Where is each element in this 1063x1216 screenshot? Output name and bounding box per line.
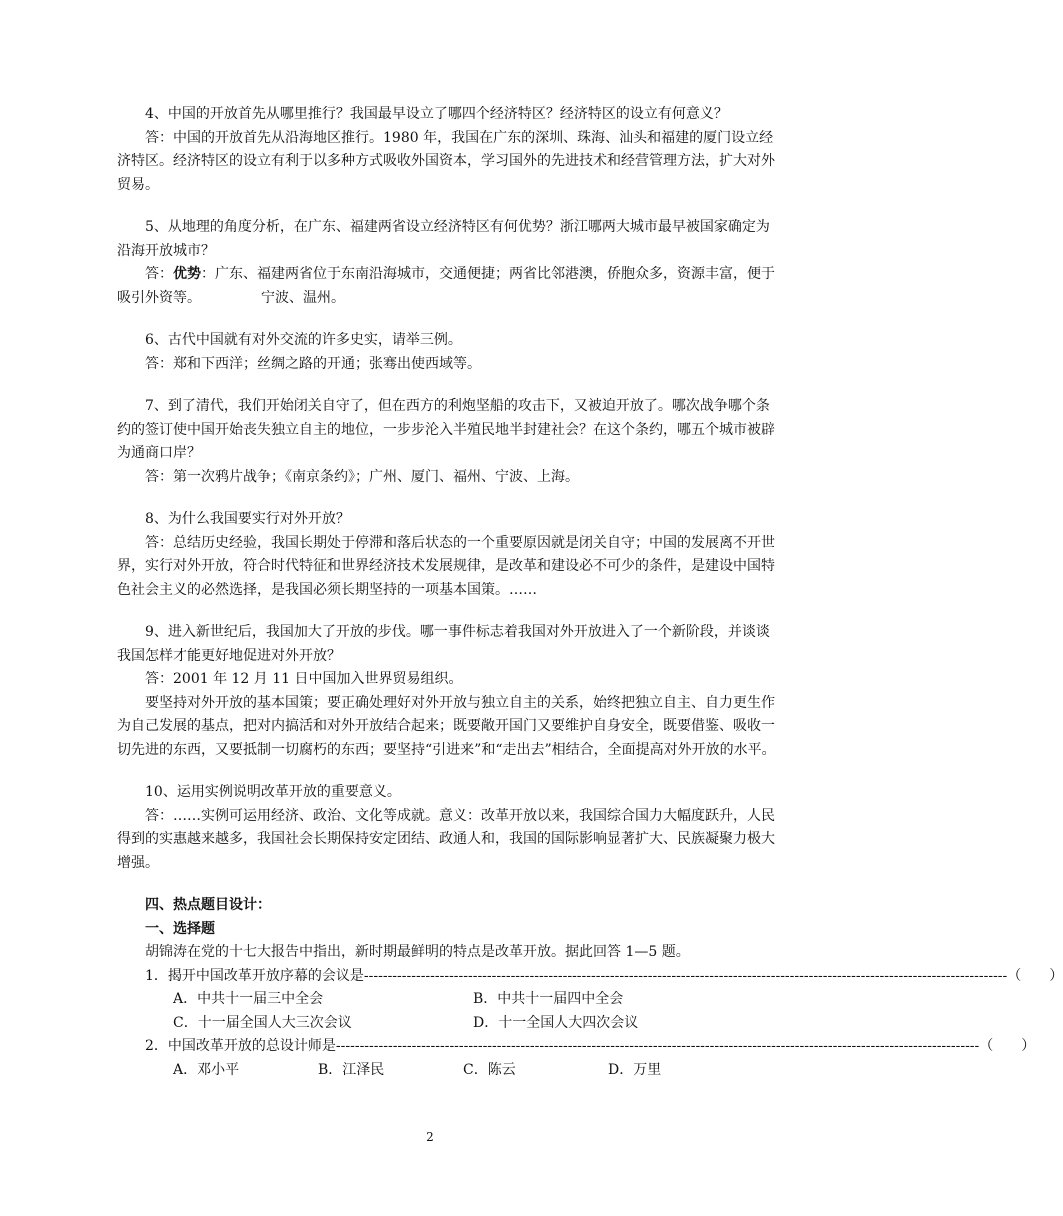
question-text: 5、从地理的角度分析，在广东、福建两省设立经济特区有何优势？浙江哪两大城市最早被国家确定为沿海开放城市？ <box>117 219 770 259</box>
section-title: 四、热点题目设计： <box>145 897 271 913</box>
option-b: B．中共十一届四中全会 <box>473 991 624 1007</box>
qa-item-6 <box>117 329 777 376</box>
question-text: 7、到了清代，我们开始闭关自守了，但在西方的利炮坚船的攻击下，又被迫开放了。哪次战争哪个条约的签订使中国开始丧失独立自主的地位，一步步沦入半殖民地半封建社会？在这个条约，哪五个城市被辟为通商口岸？ <box>117 398 775 461</box>
option-d: D．十一全国人大四次会议 <box>473 1014 639 1031</box>
question-text: 6、古代中国就有对外交流的许多史实，请举三例。 <box>145 332 462 348</box>
question-text: 8、为什么我国要实行对外开放？ <box>145 511 350 527</box>
qa-item-8 <box>117 508 777 602</box>
answer-text <box>117 263 777 310</box>
mc-stem: 1．揭开中国改革开放序幕的会议是 <box>145 967 364 984</box>
question-text: 9、进入新世纪后，我国加大了开放的步伐。哪一事件标志着我国对外开放进入了一个新阶段，并谈谈我国怎样才能更好地促进对外开放？ <box>117 624 770 664</box>
option-d: D．万里 <box>608 1061 662 1078</box>
qa-item-5 <box>117 216 777 310</box>
qa-item-4 <box>117 103 777 197</box>
option-a: A．中共十一届三中全会 <box>173 991 324 1007</box>
option-c: C．十一届全国人大三次会议 <box>173 1014 352 1031</box>
qa-item-7 <box>117 395 777 489</box>
answer-blank: （ ） <box>1007 967 1063 984</box>
mc-question-2 <box>117 1035 1036 1082</box>
section-subtitle: 一、选择题 <box>145 920 215 937</box>
mc-options <box>117 1059 777 1083</box>
answer-tail: 宁波、温州。 <box>261 289 345 306</box>
question-text: 10、运用实例说明改革开放的重要意义。 <box>145 784 401 800</box>
option-c: C．陈云 <box>463 1061 516 1078</box>
question-text: 4、中国的开放首先从哪里推行？我国最早设立了哪四个经济特区？经济特区的设立有何意义？ <box>145 106 728 122</box>
leader-dashes: ---------------------------------------------------------------------------------------------------------------------------------------- <box>363 967 1008 984</box>
answer-text: 答：中国的开放首先从沿海地区推行。1980 年，我国在广东的深圳、珠海、汕头和福建的厦门设立经济特区。经济特区的设立有利于以多种方式吸收外国资本，学习国外的先进技术和经营管理方法，扩大对外贸易。 <box>117 129 775 193</box>
answer-body: ：广东、福建两省位于东南沿海城市，交通便捷；两省比邻港澳，侨胞众多，资源丰富，便于吸引外资等。 <box>117 266 775 306</box>
mc-options <box>117 988 777 1035</box>
leader-dashes: ---------------------------------------------------------------------------------------------------------------------------------------- <box>335 1038 980 1054</box>
answer-bold-term: 优势 <box>173 266 201 282</box>
answer-text: 答：总结历史经验，我国长期处于停滞和落后状态的一个重要原因就是闭关自守；中国的发展离不开世界，实行对外开放，符合时代特征和世界经济技术发展规律，是改革和建设必不可少的条件，是建设中国特色社会主义的必然选择，是我国必须长期坚持的一项基本国策。…… <box>117 534 775 598</box>
section-intro: 胡锦涛在党的十七大报告中指出，新时期最鲜明的特点是改革开放。据此回答 1—5 题。 <box>145 944 690 960</box>
mc-question-1 <box>117 965 1063 1036</box>
option-a: A．邓小平 <box>173 1061 240 1078</box>
answer-prefix: 答： <box>145 266 173 282</box>
qa-item-10 <box>117 781 777 875</box>
answer-text: 答：……实例可运用经济、政治、文化等成就。意义：改革开放以来，我国综合国力大幅度跃升，人民得到的实惠越来越多，我国社会长期保持安定团结、政通人和，我国的国际影响显著扩大、民族凝聚力极大增强。 <box>117 807 775 871</box>
qa-item-9 <box>117 621 777 762</box>
option-b: B．江泽民 <box>318 1061 385 1078</box>
answer-blank: （ ） <box>979 1038 1036 1054</box>
answer-text: 答：第一次鸦片战争；《南京条约》；广州、厦门、福州、宁波、上海。 <box>145 468 579 485</box>
answer-detail: 要坚持对外开放的基本国策；要正确处理好对外开放与独立自主的关系，始终把独立自主、自力更生作为自己发展的基点，把对内搞活和对外开放结合起来；既要敞开国门又要维护自身安全，既要借鉴、吸收一切先进的东西，又要抵制一切腐朽的东西；要坚持“引进来”和“走出去”相结合，全面提高对外开放的水平。 <box>117 694 776 758</box>
page-number: 2 <box>426 1130 434 1144</box>
page-content <box>117 103 1063 1082</box>
answer-text: 答：郑和下西洋；丝绸之路的开通；张骞出使西域等。 <box>145 355 481 372</box>
answer-text: 答：2001 年 12 月 11 日中国加入世界贸易组织。 <box>145 671 463 687</box>
hot-topics-section <box>117 894 1063 1082</box>
mc-stem: 2．中国改革开放的总设计师是 <box>145 1038 336 1054</box>
